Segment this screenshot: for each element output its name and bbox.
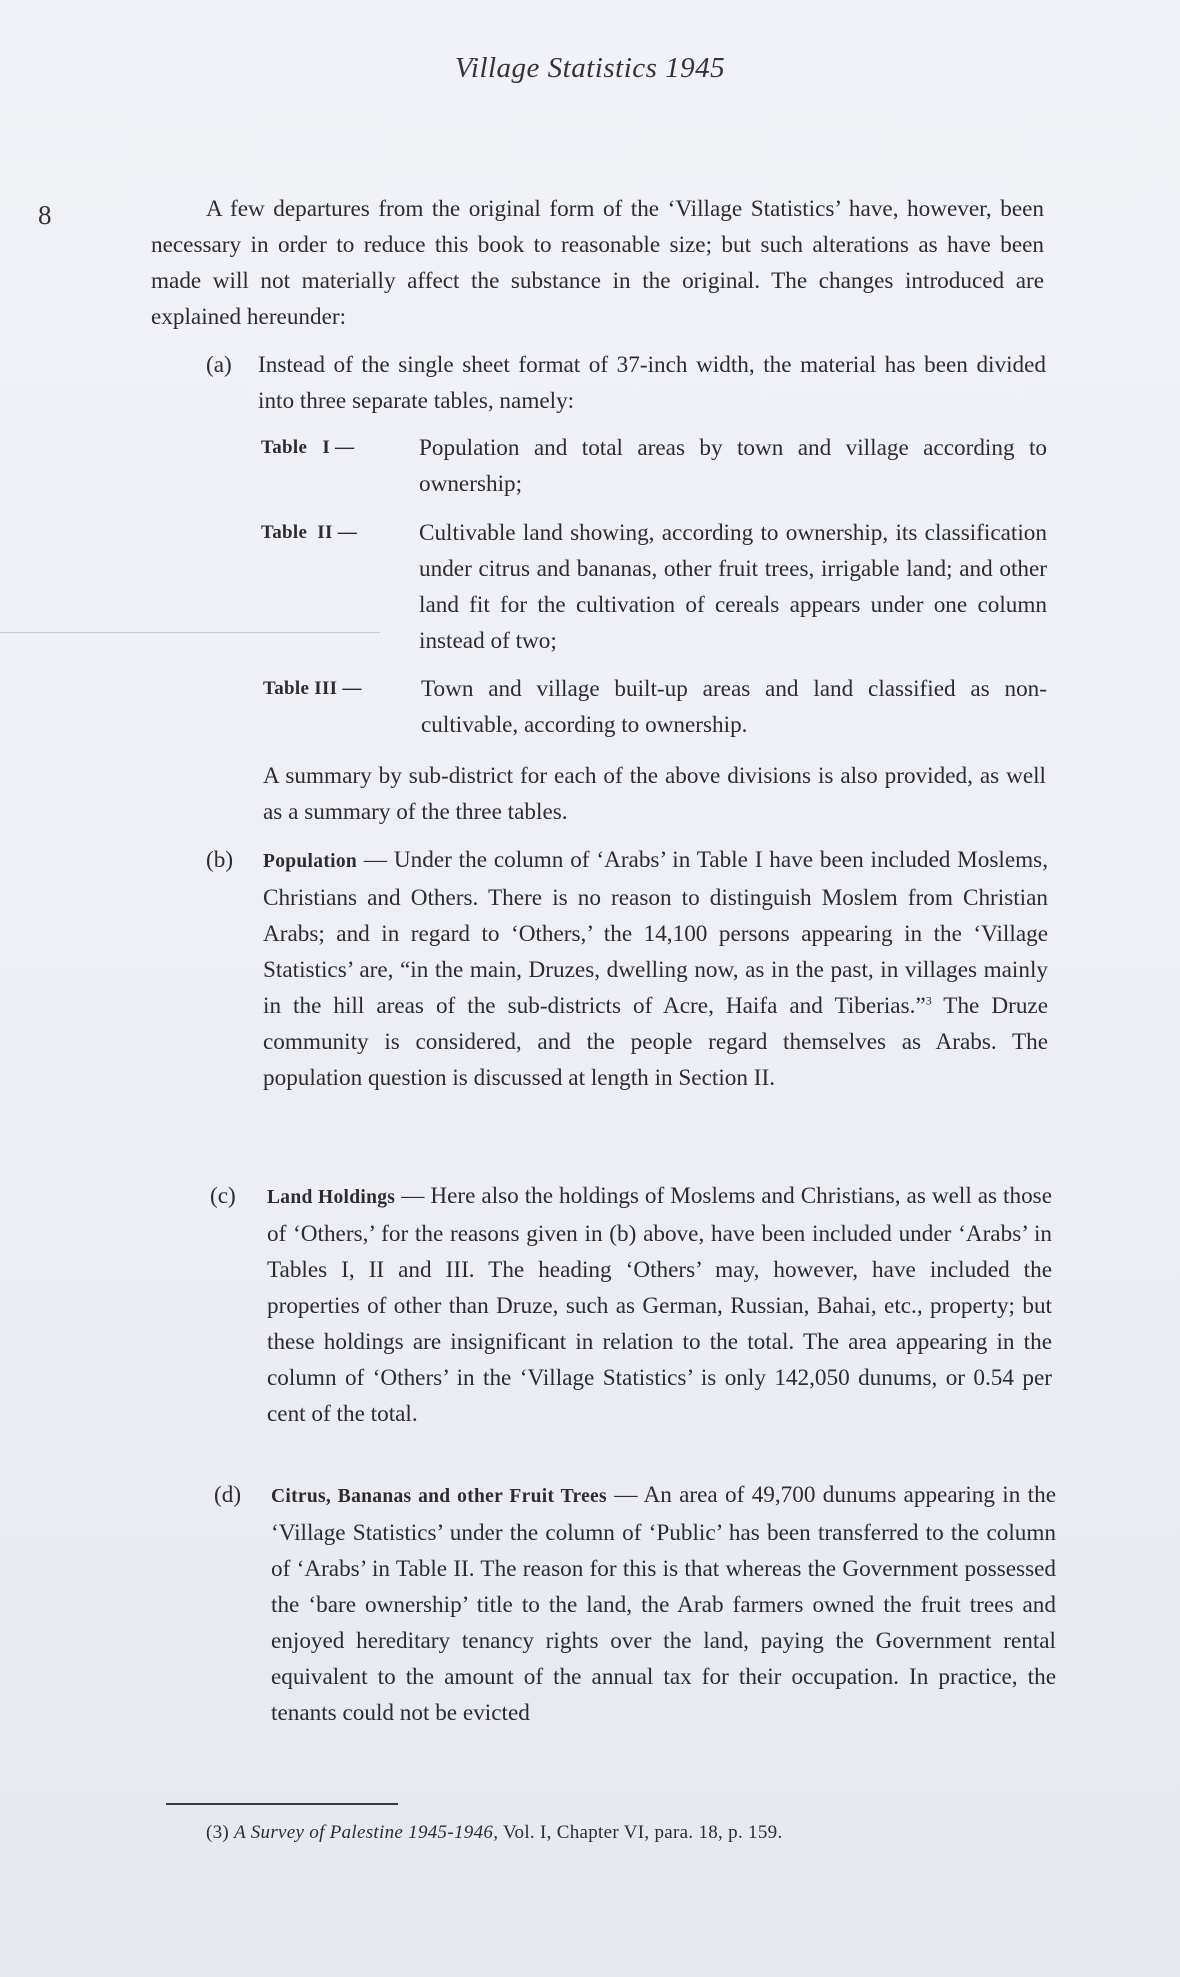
page-number: 8 <box>38 200 52 230</box>
table-ii-description <box>261 515 1047 659</box>
intro-paragraph: A few departures from the original form of the ‘Village Statistics’ have, however, been necessary in order to reduce this book to reasonable size; but such alterations as have been made will not materially affect the substance in the original. The changes introduced are explained hereunder: <box>151 196 1044 330</box>
list-item-a <box>206 347 1046 419</box>
table-iii-label: Table III — <box>263 678 362 699</box>
list-item-d <box>214 1477 1056 1731</box>
item-d-body: — An area of 49,700 dunums appearing in the ‘Village Statistics’ under the column of ‘Public’ has been transferred to the column of ‘Arabs’ in Table II. The reason for this is that whereas the Government possessed the ‘bare ownership’ title to the land, the Arab farmers owned the fruit trees and enjoyed hereditary tenancy rights over the land, paying the Government rental equivalent to the amount of the annual tax for their occupation. In practice, the tenants could not be evicted <box>271 1482 1057 1726</box>
item-c-heading: Land Holdings <box>267 1187 396 1208</box>
footnote <box>206 1818 783 1848</box>
footnote-number: (3) <box>206 1822 230 1843</box>
list-item-c <box>210 1178 1052 1432</box>
item-b-heading: Population <box>263 851 358 872</box>
footnote-divider <box>166 1803 398 1805</box>
footnote-reference: 3 <box>925 993 932 1008</box>
table-ii-label: Table II — <box>261 522 358 543</box>
table-ii-text: Cultivable land showing, according to ownership, its classification under citrus and bananas, other fruit trees, irrigable land; and other land fit for the cultivation of cereals appears under one column instead of two; <box>419 520 1047 654</box>
table-iii-description <box>263 671 1047 743</box>
summary-paragraph: A summary by sub-district for each of the above divisions is also provided, as well as a summary of the three tables. <box>263 763 1046 825</box>
table-i-description <box>261 430 1047 502</box>
item-c-label: (c) <box>210 1183 236 1209</box>
item-c-text <box>267 1178 1052 1432</box>
list-item-b <box>206 842 1048 1096</box>
item-c-body: — Here also the holdings of Moslems and Christians, as well as those of ‘Others,’ for the reasons given in (b) above, have been included under ‘Arabs’ in Tables I, II and III. The heading ‘Others’ may, however, have included the properties of other than Druze, such as German, Russian, Bahai, etc., property; but these holdings are insignificant in relation to the total. The area appearing in the column of ‘Others’ in the ‘Village Statistics’ is only 142,050 dunums, or 0.54 per cent of the total. <box>267 1183 1052 1427</box>
item-a-label: (a) <box>206 352 232 378</box>
footnote-work-title: A Survey of Palestine 1945-1946, <box>234 1822 499 1843</box>
table-i-label: Table I — <box>261 437 355 458</box>
item-b-body-continued: The Druze community is considered, and the people regard themselves as Arabs. The population question is discussed at length in Section II. <box>263 993 1048 1091</box>
item-d-text <box>271 1477 1056 1731</box>
table-i-text: Population and total areas by town and village according to ownership; <box>419 435 1047 497</box>
footnote-details: Vol. I, Chapter VI, para. 18, p. 159. <box>502 1822 783 1843</box>
item-b-body: — Under the column of ‘Arabs’ in Table I have been included Moslems, Christians and Others. There is no reason to distinguish Moslem from Christian Arabs; and in regard to ‘Others,’ the 14,100 persons appearing in the ‘Village Statistics’ are, “in the main, Druzes, dwelling now, as in the past, in villages mainly in the hill areas of the sub-districts of Acre, Haifa and Tiberias.” <box>263 847 1048 1019</box>
item-d-heading: Citrus, Bananas and other Fruit Trees <box>271 1486 607 1507</box>
table-iii-text: Town and village built-up areas and land classified as non-cultivable, according to ownership. <box>421 676 1047 738</box>
running-header: Village Statistics 1945 <box>454 52 726 84</box>
item-b-label: (b) <box>206 847 234 873</box>
item-a-text: Instead of the single sheet format of 37-inch width, the material has been divided into three separate tables, namely: <box>258 352 1046 414</box>
item-d-label: (d) <box>214 1482 242 1508</box>
item-b-text <box>263 842 1048 1096</box>
